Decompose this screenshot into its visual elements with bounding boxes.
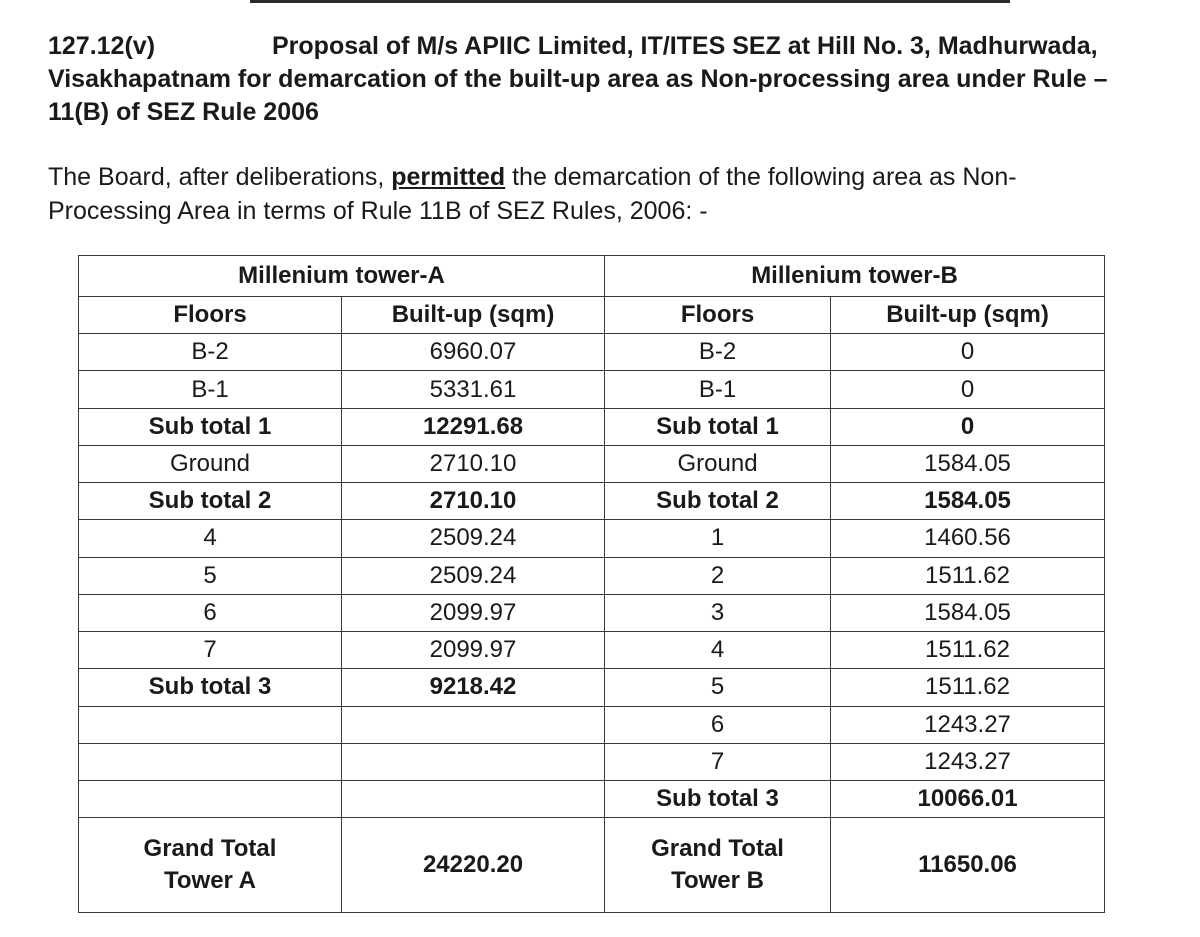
tower-b-floor-cell: 7 — [605, 743, 831, 780]
tower-b-floor-cell: 6 — [605, 706, 831, 743]
grand-total-a-label-line1: Grand Total — [143, 835, 277, 863]
tower-b-floor-cell: Sub total 2 — [605, 483, 831, 520]
tower-b-area-cell: 1460.56 — [831, 520, 1105, 557]
table-row — [79, 520, 1105, 557]
table-row — [79, 632, 1105, 669]
tower-a-area-cell: 12291.68 — [342, 408, 605, 445]
paragraph-emphasis: permitted — [391, 163, 506, 191]
tower-b-header: Millenium tower-B — [605, 256, 1105, 297]
tower-b-area-cell: 0 — [831, 408, 1105, 445]
tower-b-area-cell: 1584.05 — [831, 445, 1105, 482]
table-row — [79, 743, 1105, 780]
tower-b-floor-cell: 2 — [605, 557, 831, 594]
tower-a-floor-cell: 7 — [79, 632, 342, 669]
tower-a-floor-cell — [79, 706, 342, 743]
tower-b-floor-cell: 4 — [605, 632, 831, 669]
decision-paragraph — [48, 160, 1138, 228]
paragraph-text-end: the demarcation of the following area as Non-Processing Area in terms of Rule 11B of SEZ Rules, 2006: - — [48, 163, 1017, 225]
item-number: 127.12(v) — [48, 32, 156, 60]
tower-a-area-cell: 6960.07 — [342, 334, 605, 371]
tower-a-header: Millenium tower-A — [79, 256, 605, 297]
table-row — [79, 781, 1105, 818]
item-heading — [48, 30, 1138, 129]
tower-a-floor-cell: 5 — [79, 557, 342, 594]
floors-column-header: Floors — [605, 297, 831, 334]
tower-a-floor-cell: Ground — [79, 445, 342, 482]
tower-a-area-cell — [342, 743, 605, 780]
tower-a-floor-cell: Sub total 3 — [79, 669, 342, 706]
grand-total-a-label-line2: Tower A — [163, 867, 256, 895]
tower-b-floor-cell: 5 — [605, 669, 831, 706]
tower-b-area-cell: 1584.05 — [831, 483, 1105, 520]
tower-b-floor-cell: Ground — [605, 445, 831, 482]
builtup-column-header: Built-up (sqm) — [342, 297, 605, 334]
tower-a-floor-cell — [79, 743, 342, 780]
grand-total-a-label — [79, 818, 342, 913]
tower-b-floor-cell: B-1 — [605, 371, 831, 408]
tower-b-area-cell: 10066.01 — [831, 781, 1105, 818]
tower-a-floor-cell: B-1 — [79, 371, 342, 408]
tower-b-floor-cell: Sub total 1 — [605, 408, 831, 445]
tower-b-floor-cell: 1 — [605, 520, 831, 557]
tower-a-area-cell — [342, 781, 605, 818]
top-divider — [250, 0, 1010, 3]
built-up-area-table — [78, 255, 1105, 913]
tower-a-area-cell: 2509.24 — [342, 520, 605, 557]
tower-b-floor-cell: Sub total 3 — [605, 781, 831, 818]
tower-a-floor-cell: B-2 — [79, 334, 342, 371]
table-row — [79, 669, 1105, 706]
tower-a-floor-cell: 4 — [79, 520, 342, 557]
tower-b-floor-cell: B-2 — [605, 334, 831, 371]
tower-b-area-cell: 1511.62 — [831, 632, 1105, 669]
tower-b-area-cell: 0 — [831, 334, 1105, 371]
grand-total-b-label-line2: Tower B — [671, 867, 764, 895]
builtup-column-header: Built-up (sqm) — [831, 297, 1105, 334]
tower-a-area-cell: 5331.61 — [342, 371, 605, 408]
table-row — [79, 334, 1105, 371]
paragraph-text-start: The Board, after deliberations, — [48, 163, 392, 191]
tower-b-area-cell: 0 — [831, 371, 1105, 408]
grand-total-b-label — [605, 818, 831, 913]
tower-b-area-cell: 1243.27 — [831, 743, 1105, 780]
table-row — [79, 371, 1105, 408]
table-row — [79, 408, 1105, 445]
grand-total-b-value: 11650.06 — [831, 818, 1105, 913]
floors-column-header: Floors — [79, 297, 342, 334]
tower-a-area-cell: 2509.24 — [342, 557, 605, 594]
table-row — [79, 706, 1105, 743]
grand-total-row — [79, 818, 1105, 913]
item-title: Proposal of M/s APIIC Limited, IT/ITES SEZ at Hill No. 3, Madhurwada, Visakhapatnam for demarcation of the built-up area as Non-processing area under Rule – 11(B) of SEZ Rule 2006 — [48, 32, 1108, 126]
tower-a-floor-cell: Sub total 1 — [79, 408, 342, 445]
tower-a-area-cell: 2099.97 — [342, 594, 605, 631]
tower-a-floor-cell: 6 — [79, 594, 342, 631]
tower-b-area-cell: 1243.27 — [831, 706, 1105, 743]
grand-total-b-label-line1: Grand Total — [651, 835, 784, 863]
tower-a-area-cell: 9218.42 — [342, 669, 605, 706]
tower-a-area-cell: 2099.97 — [342, 632, 605, 669]
tower-a-area-cell — [342, 706, 605, 743]
tower-a-floor-cell — [79, 781, 342, 818]
table-row — [79, 557, 1105, 594]
tower-b-floor-cell: 3 — [605, 594, 831, 631]
tower-a-floor-cell: Sub total 2 — [79, 483, 342, 520]
table-row — [79, 483, 1105, 520]
grand-total-a-value: 24220.20 — [342, 818, 605, 913]
tower-a-area-cell: 2710.10 — [342, 445, 605, 482]
tower-b-area-cell: 1511.62 — [831, 669, 1105, 706]
tower-b-area-cell: 1584.05 — [831, 594, 1105, 631]
table-row — [79, 445, 1105, 482]
tower-a-area-cell: 2710.10 — [342, 483, 605, 520]
table-body — [79, 334, 1105, 818]
table-row — [79, 594, 1105, 631]
tower-b-area-cell: 1511.62 — [831, 557, 1105, 594]
